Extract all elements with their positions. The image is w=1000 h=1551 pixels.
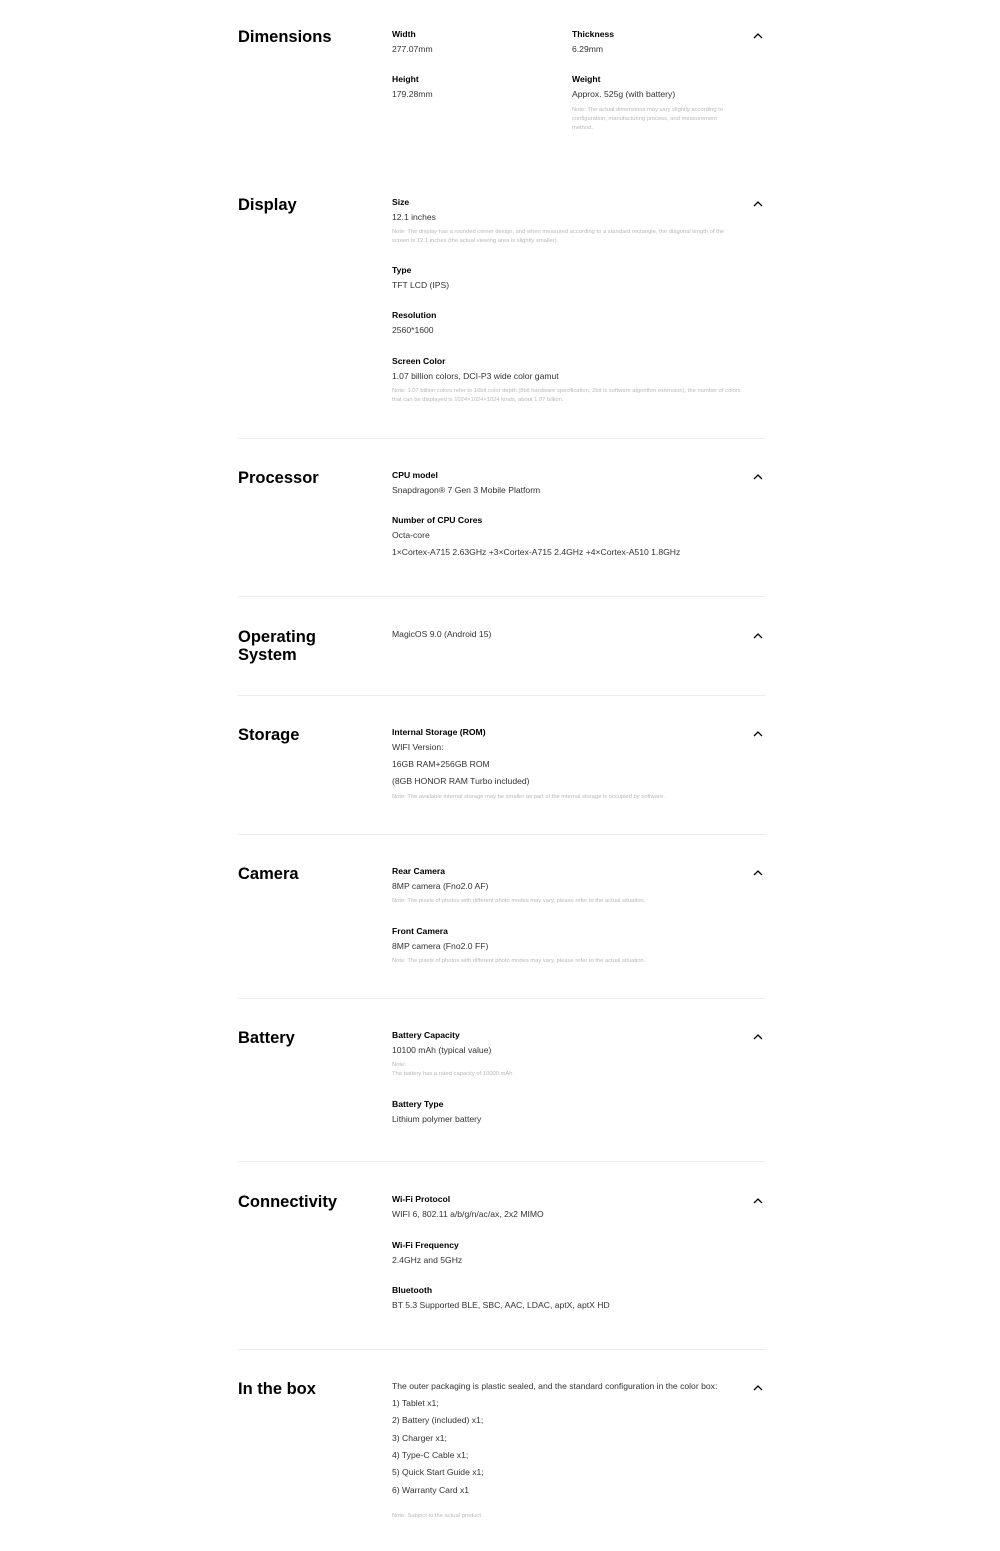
section-title: Operating System [238, 628, 316, 664]
spec-note: Note: Subject to the actual product. [392, 1513, 483, 1519]
collapse-toggle[interactable] [751, 1194, 765, 1208]
spec-value: 16GB RAM+256GB ROM [392, 759, 490, 769]
spec-value: MagicOS 9.0 (Android 15) [392, 629, 492, 639]
spec-value: 8MP camera (Fno2.0 AF) [392, 881, 489, 891]
spec-value: 277.07mm [392, 44, 433, 54]
spec-value: The outer packaging is plastic sealed, and the standard configuration in the color box: [392, 1381, 718, 1391]
spec-label: Thickness [572, 29, 615, 39]
section-title: Dimensions [238, 28, 332, 46]
spec-label: Wi-Fi Frequency [392, 1240, 459, 1250]
chevron-up-icon [751, 1194, 765, 1208]
section-title: Display [238, 196, 297, 214]
spec-value: TFT LCD (IPS) [392, 280, 450, 290]
section-camera [238, 866, 765, 999]
spec-label: Bluetooth [392, 1285, 433, 1295]
spec-value: Snapdragon® 7 Gen 3 Mobile Platform [392, 485, 541, 495]
spec-note: Note: The available internal storage may be smaller as part of the internal storage is occupied by software. [392, 794, 665, 800]
spec-label: Rear Camera [392, 866, 446, 876]
spec-note: Note: [392, 1062, 406, 1068]
spec-value: 12.1 inches [392, 212, 436, 222]
spec-label: CPU model [392, 470, 438, 480]
section-title: Processor [238, 469, 319, 487]
spec-value: 179.28mm [392, 89, 433, 99]
spec-note: Note: The pixels of photos with different photo modes may vary, please refer to the actual situation. [392, 958, 646, 964]
spec-label: Type [392, 265, 412, 275]
chevron-up-icon [751, 470, 765, 484]
section-title: Storage [238, 726, 300, 744]
chevron-up-icon [751, 727, 765, 741]
spec-value: Approx. 525g (with battery) [572, 89, 676, 99]
spec-note: Note: 1.07 billion colors refer to 10bit color depth (8bit hardware specification, 2bit is software algorithm extension), the number of colors that can be displayed is 1024×1024×1024 kinds, about 1.07 billion. [392, 388, 741, 403]
spec-label: Front Camera [392, 926, 448, 936]
spec-value: 8MP camera (Fno2.0 FF) [392, 941, 489, 951]
spec-label: Screen Color [392, 356, 446, 366]
section-dimensions [238, 29, 765, 169]
section-storage [238, 727, 765, 835]
section-display [238, 197, 765, 439]
list-item: 6) Warranty Card x1 [392, 1485, 470, 1495]
spec-note: Note: The display has a rounded corner design, and when measured according to a standard rectangle, the diagonal length of the screen is 12.1 inches (the actual viewing area is slightly smaller). [392, 229, 725, 244]
collapse-toggle[interactable] [751, 29, 765, 43]
spec-value: BT 5.3 Supported BLE, SBC, AAC, LDAC, aptX, aptX HD [392, 1300, 610, 1310]
spec-value: WIFI Version: [392, 742, 444, 752]
section-title: Battery [238, 1029, 295, 1047]
section-operating-system [238, 629, 765, 696]
collapse-toggle[interactable] [751, 197, 765, 211]
spec-value: (8GB HONOR RAM Turbo included) [392, 776, 530, 786]
section-title: Camera [238, 865, 299, 883]
chevron-up-icon [751, 29, 765, 43]
collapse-toggle[interactable] [751, 629, 765, 643]
spec-value: Octa-core [392, 530, 430, 540]
section-battery [238, 1030, 765, 1162]
spec-value: 2.4GHz and 5GHz [392, 1255, 463, 1265]
spec-label: Number of CPU Cores [392, 515, 483, 525]
spec-label: Size [392, 197, 410, 207]
spec-note: The battery has a rated capacity of 10000 mAh [392, 1071, 513, 1077]
section-connectivity [238, 1194, 765, 1350]
spec-value: 1×Cortex-A715 2.63GHz +3×Cortex-A715 2.4GHz +4×Cortex-A510 1.8GHz [392, 547, 681, 557]
spec-label: Height [392, 74, 419, 84]
spec-label: Internal Storage (ROM) [392, 727, 486, 737]
chevron-up-icon [751, 1030, 765, 1044]
section-title: Connectivity [238, 1193, 338, 1211]
collapse-toggle[interactable] [751, 1030, 765, 1044]
spec-note: Note: The pixels of photos with different photo modes may vary, please refer to the actual situation. [392, 898, 646, 904]
section-processor [238, 470, 765, 597]
section-title: In the box [238, 1380, 316, 1398]
spec-value: WIFI 6, 802.11 a/b/g/n/ac/ax, 2x2 MIMO [392, 1209, 544, 1219]
spec-label: Battery Capacity [392, 1030, 460, 1040]
spec-value: 2560*1600 [392, 325, 434, 335]
spec-label: Wi-Fi Protocol [392, 1194, 451, 1204]
spec-label: Battery Type [392, 1099, 444, 1109]
chevron-up-icon [751, 866, 765, 880]
spec-value: Lithium polymer battery [392, 1114, 482, 1124]
list-item: 2) Battery (included) x1; [392, 1415, 484, 1425]
section-in-the-box [238, 1381, 765, 1526]
spec-label: Resolution [392, 310, 437, 320]
list-item: 4) Type-C Cable x1; [392, 1450, 469, 1460]
chevron-up-icon [751, 197, 765, 211]
spec-value: 10100 mAh (typical value) [392, 1045, 492, 1055]
collapse-toggle[interactable] [751, 727, 765, 741]
spec-label: Weight [572, 74, 601, 84]
collapse-toggle[interactable] [751, 866, 765, 880]
chevron-up-icon [751, 1381, 765, 1395]
list-item: 1) Tablet x1; [392, 1398, 439, 1408]
list-item: 3) Charger x1; [392, 1433, 447, 1443]
spec-label: Width [392, 29, 416, 39]
spec-value: 1.07 billion colors, DCI-P3 wide color gamut [392, 371, 559, 381]
collapse-toggle[interactable] [751, 470, 765, 484]
collapse-toggle[interactable] [751, 1381, 765, 1395]
list-item: 5) Quick Start Guide x1; [392, 1467, 484, 1477]
spec-note: Note: The actual dimensions may vary slightly according to configuration, manufacturing process, and measurement method. [572, 107, 724, 131]
chevron-up-icon [751, 629, 765, 643]
spec-value: 6.29mm [572, 44, 604, 54]
